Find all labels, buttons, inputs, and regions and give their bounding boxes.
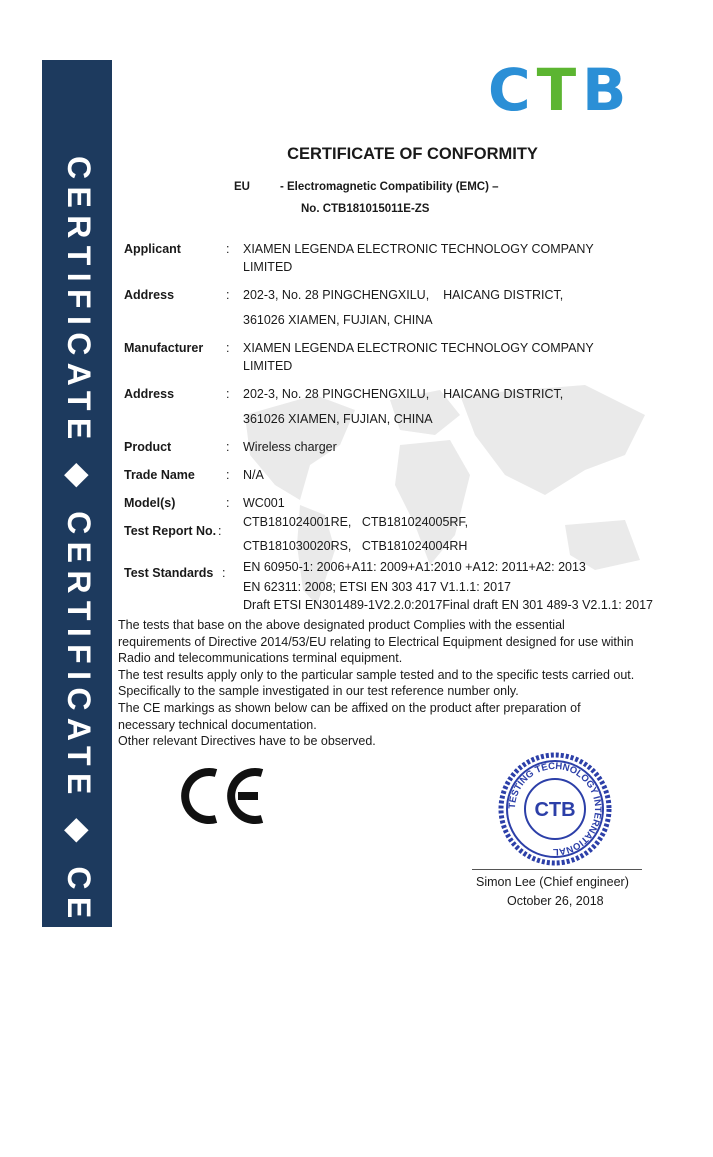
colon: :	[226, 468, 230, 482]
statement-line: The tests that base on the above designated product Complies with the essential	[118, 618, 565, 632]
applicant-label: Applicant	[124, 242, 181, 256]
colon: :	[226, 440, 230, 454]
colon: :	[226, 387, 230, 401]
address-line-2: 361026 XIAMEN, FUJIAN, CHINA	[243, 313, 433, 327]
ctb-stamp-seal	[498, 752, 612, 866]
applicant-line-1: XIAMEN LEGENDA ELECTRONIC TECHNOLOGY COMPANY	[243, 242, 594, 256]
ce-mark-icon	[178, 765, 270, 827]
test-standards-line-1: EN 60950-1: 2006+A11: 2009+A1:2010 +A12: 2011+A2: 2013	[243, 560, 586, 574]
models-value: WC001	[243, 496, 285, 510]
statement-line: The CE markings as shown below can be affixed on the product after preparation of	[118, 700, 581, 715]
colon: :	[226, 496, 230, 510]
models-label: Model(s)	[124, 496, 176, 510]
product-label: Product	[124, 440, 172, 454]
manufacturer-line-2: LIMITED	[243, 359, 293, 373]
certificate-number: No. CTB181015011E-ZS	[301, 203, 430, 215]
signature-date: October 26, 2018	[507, 894, 604, 908]
test-standards-line-2: EN 62311: 2008; ETSI EN 303 417 V1.1.1: 2017	[243, 580, 512, 594]
statement-line: requirements of Directive 2014/53/EU relating to Electrical Equipment designed for use within	[118, 634, 634, 649]
test-report-line-2: CTB181030020RS, CTB181024004RH	[243, 539, 468, 553]
colon: :	[226, 341, 230, 355]
manufacturer-address-label: Address	[124, 387, 175, 401]
statement-line: Specifically to the sample investigated in our test reference number only.	[118, 684, 519, 699]
test-report-line-1: CTB181024001RE, CTB181024005RF,	[243, 515, 469, 529]
certificate-sidebar	[42, 60, 112, 1157]
ctb-logo: CTB	[488, 56, 633, 124]
statement-line: necessary technical documentation.	[118, 717, 317, 732]
colon: :	[218, 524, 222, 538]
statement-line: The test results apply only to the particular sample tested and to the specific tests carried out.	[118, 667, 635, 682]
signatory-name: Simon Lee (Chief engineer)	[476, 875, 629, 889]
signature-line	[472, 869, 642, 870]
manufacturer-address-line-1: 202-3, No. 28 PINGCHENGXILU, HAICANG DISTRICT,	[243, 387, 564, 401]
product-value: Wireless charger	[243, 440, 337, 454]
colon: :	[226, 288, 230, 302]
sidebar-vertical-text: CERTIFICATE ◆ CERTIFICATE ◆ CERTIFICATE	[61, 156, 97, 1157]
test-report-label: Test Report No.	[124, 524, 217, 538]
colon: :	[226, 242, 230, 256]
directive-line: EU - Electromagnetic Compatibility (EMC) –	[234, 181, 499, 193]
conformity-statement	[118, 617, 678, 750]
svg-text:TESTING TECHNOLOGY INTERNATIO: TESTING TECHNOLOGY INTERNATIONAL	[506, 760, 604, 858]
certificate-title: CERTIFICATE OF CONFORMITY	[287, 145, 538, 163]
address-label: Address	[124, 288, 175, 302]
manufacturer-address-line-2: 361026 XIAMEN, FUJIAN, CHINA	[243, 412, 433, 426]
address-line-1: 202-3, No. 28 PINGCHENGXILU, HAICANG DISTRICT,	[243, 288, 564, 302]
statement-line: Radio and telecommunications terminal equipment.	[118, 651, 403, 666]
trade-name-value: N/A	[243, 468, 264, 482]
applicant-line-2: LIMITED	[243, 260, 293, 274]
svg-text:CTB: CTB	[534, 799, 576, 821]
statement-line: Other relevant Directives have to be observed.	[118, 734, 376, 749]
test-standards-line-3: Draft ETSI EN301489-1V2.2.0:2017Final draft EN 301 489-3 V2.1.1: 2017	[243, 598, 653, 612]
test-standards-label: Test Standards	[124, 566, 214, 580]
colon: :	[222, 566, 226, 580]
manufacturer-line-1: XIAMEN LEGENDA ELECTRONIC TECHNOLOGY COMPANY	[243, 341, 594, 355]
trade-name-label: Trade Name	[124, 468, 195, 482]
manufacturer-label: Manufacturer	[124, 341, 204, 355]
